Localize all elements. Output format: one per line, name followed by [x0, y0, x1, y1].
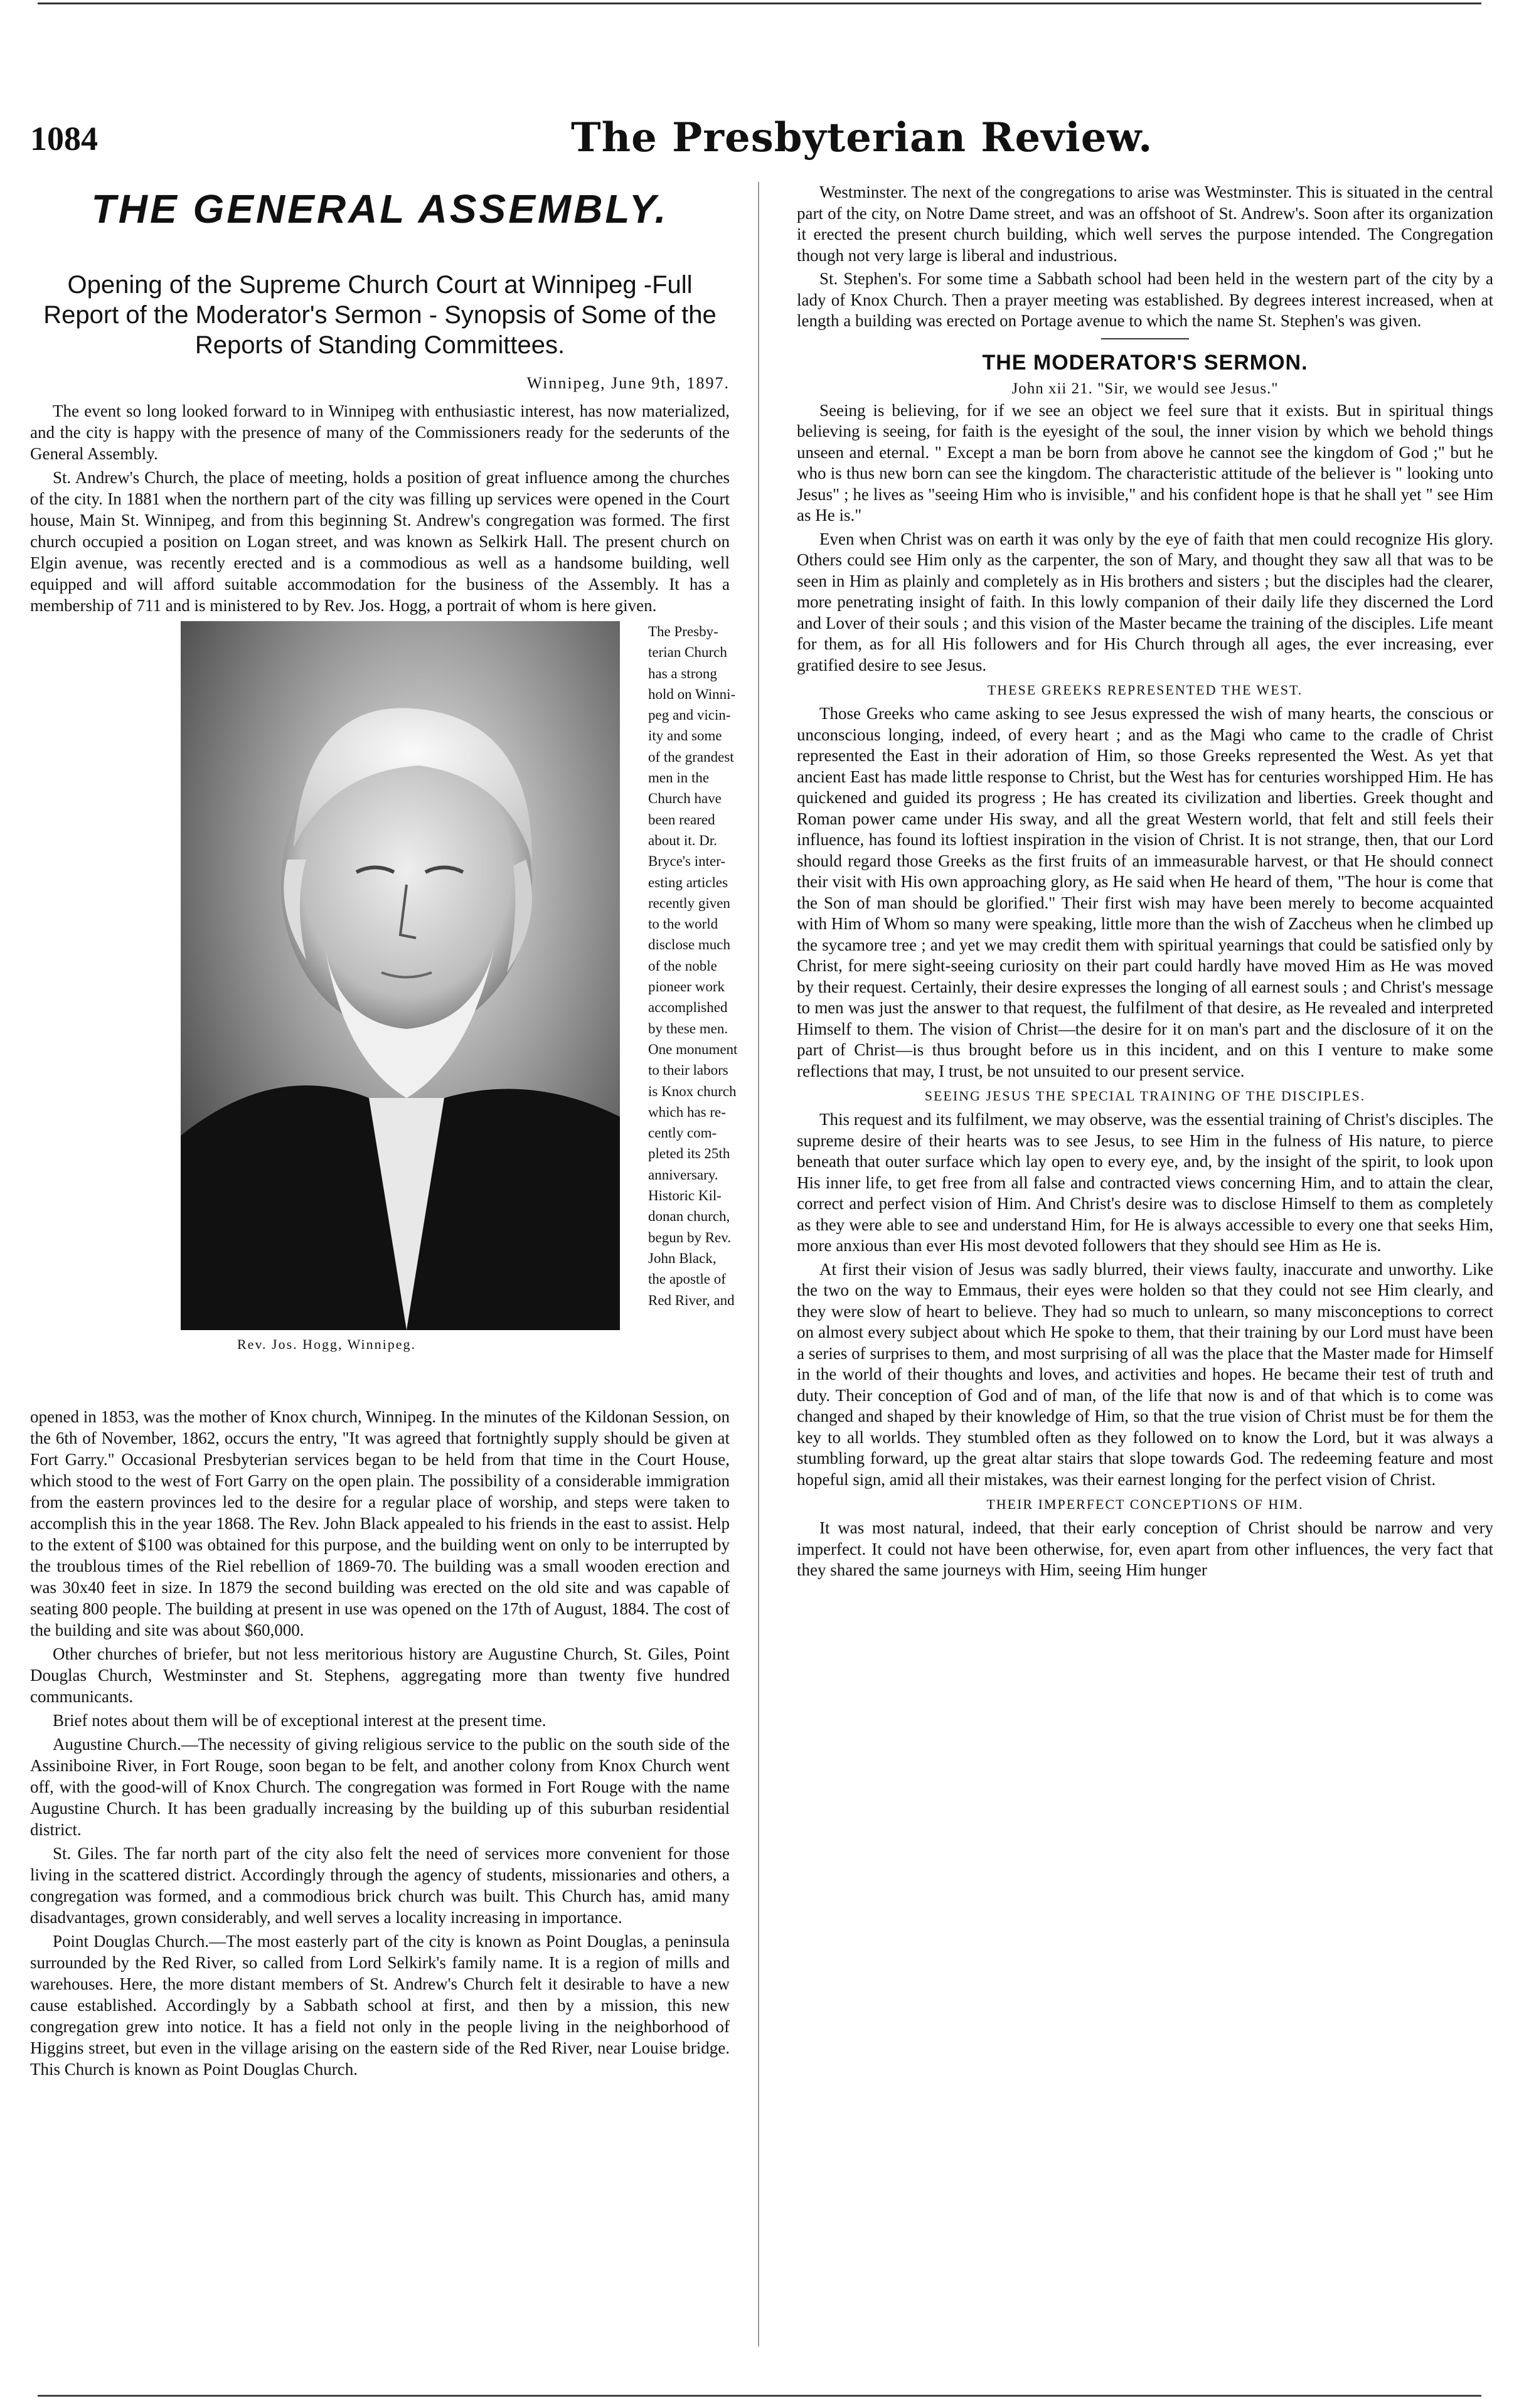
sermon-heading: THE MODERATOR'S SERMON. [982, 350, 1308, 375]
wrapped-line: John Black, [648, 1250, 717, 1266]
bottom-rule [38, 2395, 1481, 2397]
paragraph: Brief notes about them will be of exceptional interest at the present time. [53, 1711, 546, 1730]
right-column [797, 182, 1493, 1584]
wrapped-line: donan church, [648, 1208, 730, 1225]
paragraph: St. Stephen's. For some time a Sabbath school had been held in the western part of the city by a lady of Knox Church. Then a prayer meeting was established. By degrees interest increased, when at length a building was erected on Portage avenue to which the name St. Stephen's was given. [797, 269, 1493, 330]
wrapped-line: the apostle of [648, 1271, 726, 1287]
paragraph: Westminster. The next of the congregations to arise was Westminster. This is situated in the central part of the city, on Notre Dame street, and was an offshoot of St. Andrew's. Soon after its organization it erected the present church building, which well serves the purpose intended. The Congregation though not very large is liberal and industrious. [797, 183, 1493, 265]
wrapped-line: disclose much [648, 937, 730, 953]
paragraph: Point Douglas Church.—The most easterly part of the city is known as Point Douglas, a peninsula surrounded by the Red River, so called from Lord Selkirk's family name. It is a region of mills and warehouses. Here, the more distant members of St. Andrew's Church felt it desirable to have a new cause established. Accordingly by a Sabbath school at first, and then by a mission, this new congregation grew into notice. It has a field not only in the people living in the neighborhood of Higgins street, but even in the village arising on the eastern side of the Red River, near Louise bridge. This Church is known as Point Douglas Church. [30, 1932, 730, 2079]
wrapped-line: to their labors [648, 1062, 728, 1079]
wrapped-line: pioneer work [648, 979, 725, 995]
wrapped-line: recently given [648, 895, 730, 911]
section-heading: THEIR IMPERFECT CONCEPTIONS OF HIM. [986, 1496, 1304, 1512]
wrapped-line: accomplished [648, 999, 728, 1016]
paragraph: The event so long looked forward to in Winnipeg with enthusiastic interest, has now materialized, and the city is happy with the presence of many of the Commissioners ready for the sederunts of the General Assembly. [30, 402, 730, 463]
wrapped-line: about it. Dr. [648, 832, 717, 848]
paragraph: Those Greeks who came asking to see Jesus expressed the wish of many hearts, the conscious or unconscious longing, indeed, of every heart ; and as the Magi who came to the cradle of Christ represented the East in their adoration of Him, so those Greeks represented the West. As yet that ancient East has made little response to Christ, but the West has for centuries worshipped Him. He has quickened and guided its progress ; He has created its civilization and liberties. Greek thought and Roman power came under His sway, and all the great Western world, that felt and still feels their influence, has found its loftiest inspiration in the vision of Christ. It is not strange, then, that our Lord should regard those Greeks as the first fruits of an immeasurable harvest, or that He should connect their visit with His own approaching glory, as He said when He heard of them, "The hour is come that the Son of man should be glorified." Their first wish may have been merely to become acquainted with Him of Whom so many were speaking, little more than the wish of Zaccheus when he climbed up the sycamore tree ; and yet we may credit them with spiritual yearnings that could be satisfied only by Christ, for mere sight-seeing curiosity on their part could hardly have moved Him as He was moved by their request. Certainly, their desire expresses the longing of all earnest souls ; and Christ's message to men was just the answer to that request, the fulfilment of that desire, as He revealed and interpreted Himself to them. The vision of Christ—the desire for it on man's part and the disclosure of it on the part of Christ—is thus brought before us in this incident, and on this I venture to make some reflections that may, I trust, be not unsuited to our present service. [797, 704, 1493, 1080]
wrapped-line: terian Church [648, 644, 727, 661]
portrait-block [30, 621, 738, 1402]
wrapped-line: been reared [648, 811, 715, 828]
wrapped-text-column [648, 621, 738, 1311]
paragraph: At first their vision of Jesus was sadly blurred, their views faulty, inaccurate and unworthy. Like the two on the way to Emmaus, their eyes were holden so that they could not see Him clearly, and they were slow of heart to believe. They had so much to unlearn, so many misconceptions to correct on almost every subject about which He spoke to them, that their training by our Lord must have been a series of surprises to them, and most surprising of all was the place that the Master made for Himself in the world of their thoughts and loves, and activities and hopes. He became their test of truth and duty. Their conception of God and of man, of the life that now is and of that which is to come was changed and shaped by their knowledge of Him, so that the true vision of Christ must be for them the key to all worlds. They stumbled often as they followed on to know the Lord, but it was always a stumbling forward, up the great altar stairs that slope towards God. The redeeming feature and most hopeful sign, amid all their mistakes, was their earnest longing for the perfect vision of Christ. [797, 1259, 1493, 1489]
paragraph: opened in 1853, was the mother of Knox church, Winnipeg. In the minutes of the Kildonan Session, on the 6th of November, 1862, occurs the entry, "It was agreed that fortnightly supply should be given at Fort Garry." Occasional Presbyterian services began to be held from that time in the Court House, which stood to the west of Fort Garry on the open plain. The possibility of a considerable immigration from the eastern provinces led to the desire for a regular place of worship, and steps were taken to accomplish this in the year 1868. The Rev. John Black appealed to his friends in the east to assist. Help to the extent of $100 was obtained for this purpose, and the building went on only to be interrupted by the troublous times of the Riel rebellion of 1869-70. The building was a small wooden erection and was 30x40 feet in size. In 1879 the second building was erected on the old site and was capable of seating 800 people. The building at present in use was opened on the 17th of August, 1884. The cost of the building and site was about $60,000. [30, 1407, 730, 1639]
wrapped-line: cently com- [648, 1125, 717, 1141]
running-title: The Presbyterian Review. [571, 114, 1153, 161]
wrapped-line: by these men. [648, 1020, 728, 1036]
wrapped-line: anniversary. [648, 1166, 718, 1183]
portrait-caption: Rev. Jos. Hogg, Winnipeg. [237, 1336, 416, 1352]
top-rule [38, 3, 1481, 4]
paragraph: Augustine Church.—The necessity of giving religious service to the public on the south side of the Assiniboine River, in Fort Rouge, soon began to be felt, and another colony from Knox Church went off, with the good-will of Knox Church. The congregation was formed in Fort Rouge with the name Augustine Church. It has been gradually increasing by the building up of this suburban residential district. [30, 1735, 730, 1839]
paragraph: Seeing is believing, for if we see an object we feel sure that it exists. But in spiritual things believing is seeing, for faith is the eyesight of the soul, the inner vision by which we behold things unseen and eternal. " Except a man be born from above he cannot see the kingdom of God ;" but he who is thus new born can see the kingdom. The characteristic attitude of the believer is " looking unto Jesus" ; he lives as "seeing Him who is invisible," and his confident hope is that he shall yet " see Him as He is." [797, 400, 1493, 525]
column-divider [758, 182, 759, 2347]
left-column [30, 182, 738, 2082]
wrapped-line: has a strong [648, 665, 717, 681]
wrapped-line: One monument [648, 1041, 738, 1057]
wrapped-line: of the grandest [648, 749, 734, 765]
paragraph: Even when Christ was on earth it was only by the eye of faith that men could recognize His glory. Others could see Him only as the carpenter, the son of Mary, and thought they saw all that was to be seen in Him as plainly and completely as in His brothers and sisters ; but the disciples had the clearer, more penetrating insight of faith. In this lowly companion of their daily life they discerned the Lord and Lover of their souls ; and this vision of the Master became the training of the disciples. Life meant for them, as for all His followers and for His Church through all ages, the ever increasing, ever gratified desire to see Jesus. [797, 529, 1493, 674]
wrapped-line: ity and some [648, 728, 722, 744]
paragraph: St. Giles. The far north part of the city also felt the need of services more convenient for those living in the scattered district. Accordingly through the agency of students, missionaries and others, a congregation was formed, and a commodious brick church was built. This Church has, amid many disadvantages, grown considerably, and well serves a locality increasing in importance. [30, 1844, 730, 1927]
wrapped-line: Historic Kil- [648, 1188, 722, 1204]
paragraph: This request and its fulfilment, we may observe, was the essential training of Christ's disciples. The supreme desire of their hearts was to see Jesus, to see Him in the fulness of His nature, to pierce beneath that outer surface which lay open to every eye, and, by the insight of the spirit, to look upon His inner life, to get free from all false and contracted views concerning Him, and to attain the clear, correct and perfect vision of Him. And Christ's desire was to disclose Himself to them as completely as they were able to see and understand Him, for He is always accessible to every one that seeks Him, more anxious than ever His most devoted followers that they should see Him as He is. [797, 1110, 1493, 1255]
portrait-image [181, 621, 620, 1330]
paragraph: Other churches of briefer, but not less meritorious history are Augustine Church, St. Giles, Point Douglas Church, Westminster and St. Stephens, aggregating more than twenty five hundred communicants. [30, 1644, 730, 1706]
wrapped-line: Red River, and [648, 1292, 735, 1308]
article-subheading: Opening of the Supreme Church Court at Winnipeg -Full Report of the Moderator's Sermon - Synopsis of Some of the Reports of Standing Committees. [43, 271, 717, 359]
section-heading: THESE GREEKS REPRESENTED THE WEST. [987, 682, 1303, 698]
wrapped-line: of the noble [648, 957, 717, 974]
wrapped-line: hold on Winni- [648, 686, 736, 702]
sermon-text: John xii 21. "Sir, we would see Jesus." [1011, 380, 1279, 397]
section-heading: SEEING JESUS THE SPECIAL TRAINING OF THE DISCIPLES. [924, 1088, 1366, 1104]
article-title: THE GENERAL ASSEMBLY. [91, 186, 669, 232]
wrapped-line: The Presby- [648, 624, 718, 639]
wrapped-line: begun by Rev. [648, 1229, 732, 1245]
wrapped-line: which has re- [648, 1104, 726, 1120]
wrapped-line: men in the [648, 770, 710, 786]
wrapped-line: peg and vicin- [648, 707, 731, 723]
wrapped-line: Bryce's inter- [648, 853, 726, 870]
paragraph: St. Andrew's Church, the place of meeting, holds a position of great influence among the churches of the city. In 1881 when the northern part of the city was filling up services were opened in the Court house, Main St. Winnipeg, and from this beginning St. Andrew's congregation was formed. The first church occupied a position on Logan street, and was known as Selkirk Hall. The present church on Elgin avenue, was recently erected and is a commodious as well as a handsome building, well equipped and will afford suitable accommodation for the business of the Assembly. It has a membership of 711 and is ministered to by Rev. Jos. Hogg, a portrait of whom is here given. [30, 468, 730, 615]
dateline: Winnipeg, June 9th, 1897. [526, 374, 730, 392]
paragraph: It was most natural, indeed, that their early conception of Christ should be narrow and very imperfect. It could not have been otherwise, for, even apart from other influences, the very fact that they shared the same journeys with Him, seeing Him hunger [797, 1518, 1493, 1579]
wrapped-line: pleted its 25th [648, 1146, 730, 1162]
wrapped-line: Church have [648, 791, 722, 807]
wrapped-line: is Knox church [648, 1083, 737, 1099]
page-number: 1084 [30, 120, 98, 157]
wrapped-line: to the world [648, 916, 718, 932]
wrapped-line: esting articles [648, 874, 728, 890]
section-rule [1101, 338, 1189, 339]
portrait-illustration [181, 621, 620, 1330]
